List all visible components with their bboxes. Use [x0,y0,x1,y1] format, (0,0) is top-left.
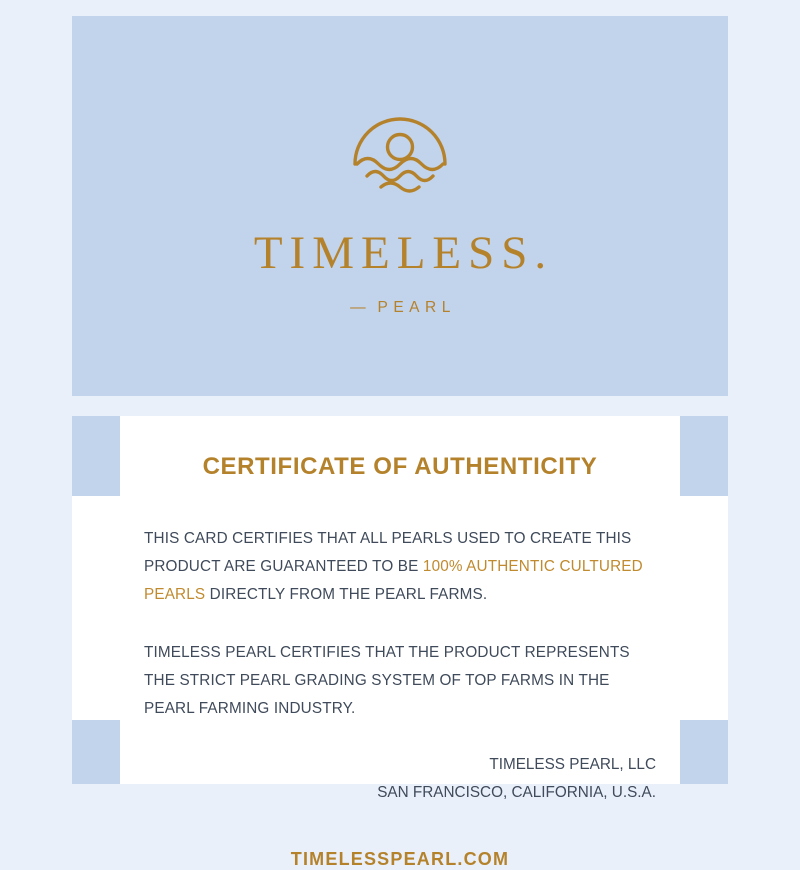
issuer-name: TIMELESS PEARL, LLC [489,756,656,773]
issuer-signature [72,751,656,807]
issuer-location: SAN FRANCISCO, CALIFORNIA, U.S.A. [377,784,656,801]
brand-panel [72,16,728,396]
paragraph-1-before: THIS CARD CERTIFIES THAT ALL PEARLS USED TO CREATE THIS PRODUCT ARE GUARANTEED TO BE [144,530,632,575]
certificate-paragraph-1 [144,525,656,609]
pearl-sunrise-wave-logo-icon [345,102,455,202]
certificate-title: CERTIFICATE OF AUTHENTICITY [202,453,598,480]
certificate-body [72,400,728,869]
brand-lockup [72,102,728,317]
authenticity-highlight: 100% AUTHENTIC CULTURED PEARLS [144,558,643,603]
certificate-paragraph-2: TIMELESS PEARL CERTIFIES THAT THE PRODUCT REPRESENTS THE STRICT PEARL GRADING SYSTEM OF TOP FARMS IN THE PEARL FARMING INDUSTRY. [144,644,630,717]
brand-name: TIMELESS. [253,227,554,279]
brand-tagline-dash: — [350,299,368,316]
brand-tagline-text: PEARL [377,299,456,316]
certificate-content [72,416,728,870]
website-link[interactable]: TIMELESSPEARL.COM [290,849,510,869]
brand-tagline [72,299,728,317]
certificate-card [72,16,728,869]
paragraph-1-after: DIRECTLY FROM THE PEARL FARMS. [205,586,488,603]
